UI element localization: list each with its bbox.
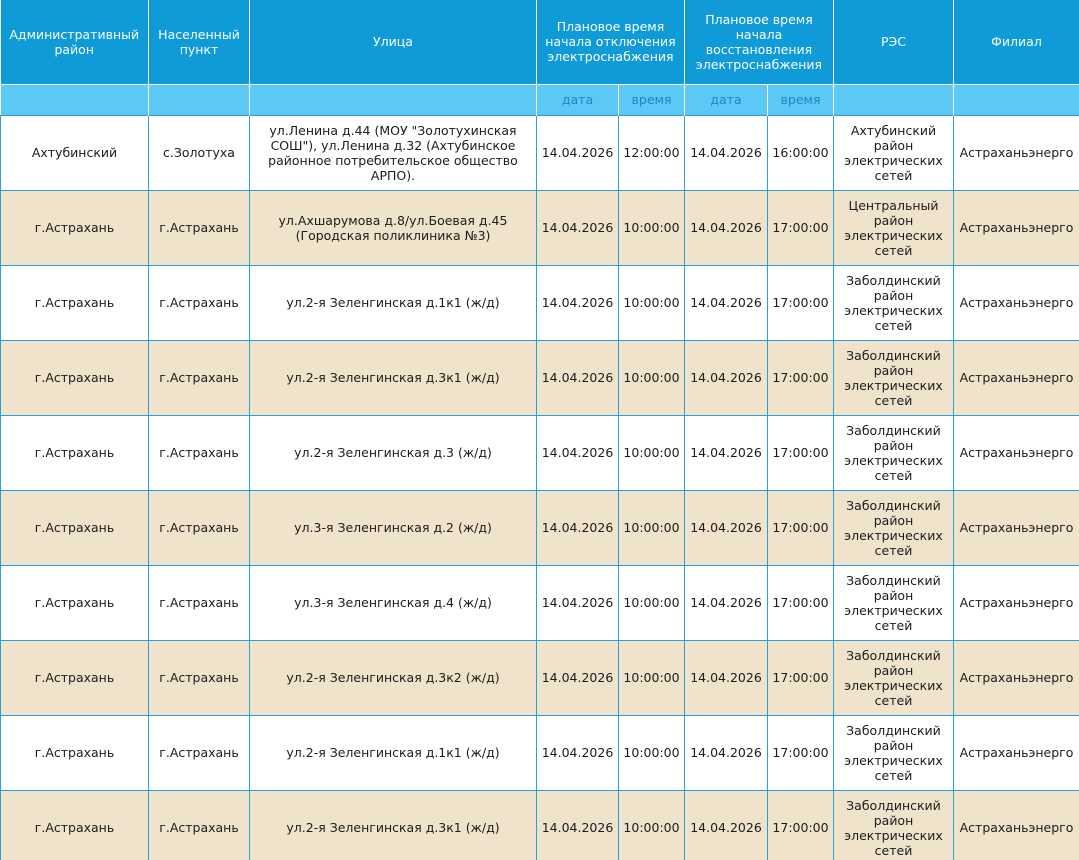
cell-res: Заболдинский район электрических сетей <box>834 790 954 860</box>
cell-on-date: 14.04.2026 <box>685 565 768 640</box>
cell-on-time: 17:00:00 <box>768 190 834 265</box>
cell-off-date: 14.04.2026 <box>537 340 619 415</box>
table-header <box>1 0 1079 115</box>
cell-on-date: 14.04.2026 <box>685 415 768 490</box>
cell-off-time: 10:00:00 <box>619 265 685 340</box>
table-row <box>1 490 1079 565</box>
cell-res: Заболдинский район электрических сетей <box>834 265 954 340</box>
cell-res: Заболдинский район электрических сетей <box>834 565 954 640</box>
cell-res: Заболдинский район электрических сетей <box>834 415 954 490</box>
cell-res: Ахтубинский район электрических сетей <box>834 115 954 190</box>
cell-settlement: г.Астрахань <box>149 490 250 565</box>
cell-on-date: 14.04.2026 <box>685 190 768 265</box>
cell-branch: Астраханьэнерго <box>954 340 1079 415</box>
table-row <box>1 115 1079 190</box>
cell-off-time: 10:00:00 <box>619 640 685 715</box>
table-row <box>1 340 1079 415</box>
cell-branch: Астраханьэнерго <box>954 115 1079 190</box>
col-settlement-header: Населенный пункт <box>149 0 250 84</box>
cell-off-time: 12:00:00 <box>619 115 685 190</box>
cell-res: Заболдинский район электрических сетей <box>834 340 954 415</box>
cell-district: г.Астрахань <box>1 490 149 565</box>
table-row <box>1 640 1079 715</box>
cell-district: Ахтубинский <box>1 115 149 190</box>
cell-on-time: 17:00:00 <box>768 265 834 340</box>
cell-street: ул.2-я Зеленгинская д.1к1 (ж/д) <box>250 715 537 790</box>
cell-settlement: г.Астрахань <box>149 415 250 490</box>
cell-off-date: 14.04.2026 <box>537 115 619 190</box>
col-res-header: РЭС <box>834 0 954 84</box>
cell-on-date: 14.04.2026 <box>685 790 768 860</box>
cell-district: г.Астрахань <box>1 640 149 715</box>
cell-branch: Астраханьэнерго <box>954 415 1079 490</box>
cell-off-date: 14.04.2026 <box>537 565 619 640</box>
col-district-header: Административный район <box>1 0 149 84</box>
cell-street: ул.Ленина д.44 (МОУ "Золотухинская СОШ"), ул.Ленина д.32 (Ахтубинское районное потребительское общество АРПО). <box>250 115 537 190</box>
cell-res: Заболдинский район электрических сетей <box>834 715 954 790</box>
cell-on-date: 14.04.2026 <box>685 115 768 190</box>
cell-off-time: 10:00:00 <box>619 565 685 640</box>
cell-off-time: 10:00:00 <box>619 715 685 790</box>
table-row <box>1 715 1079 790</box>
cell-on-date: 14.04.2026 <box>685 490 768 565</box>
cell-district: г.Астрахань <box>1 715 149 790</box>
cell-street: ул.3-я Зеленгинская д.2 (ж/д) <box>250 490 537 565</box>
table-row <box>1 565 1079 640</box>
cell-off-date: 14.04.2026 <box>537 415 619 490</box>
cell-settlement: г.Астрахань <box>149 265 250 340</box>
cell-on-date: 14.04.2026 <box>685 265 768 340</box>
cell-on-time: 17:00:00 <box>768 415 834 490</box>
subheader-blank <box>954 84 1079 115</box>
cell-off-time: 10:00:00 <box>619 415 685 490</box>
cell-street: ул.2-я Зеленгинская д.1к1 (ж/д) <box>250 265 537 340</box>
cell-off-time: 10:00:00 <box>619 190 685 265</box>
col-planned-off-header: Плановое время начала отключения электроснабжения <box>537 0 685 84</box>
cell-branch: Астраханьэнерго <box>954 565 1079 640</box>
col-street-header: Улица <box>250 0 537 84</box>
cell-district: г.Астрахань <box>1 265 149 340</box>
subheader-off-date: дата <box>537 84 619 115</box>
subheader-blank <box>1 84 149 115</box>
cell-on-date: 14.04.2026 <box>685 340 768 415</box>
subheader-blank <box>149 84 250 115</box>
cell-on-time: 16:00:00 <box>768 115 834 190</box>
cell-street: ул.2-я Зеленгинская д.3 (ж/д) <box>250 415 537 490</box>
col-planned-on-header: Плановое время начала восстановления электроснабжения <box>685 0 834 84</box>
subheader-blank <box>834 84 954 115</box>
cell-off-date: 14.04.2026 <box>537 790 619 860</box>
subheader-blank <box>250 84 537 115</box>
cell-branch: Астраханьэнерго <box>954 640 1079 715</box>
subheader-off-time: время <box>619 84 685 115</box>
cell-res: Центральный район электрических сетей <box>834 190 954 265</box>
cell-res: Заболдинский район электрических сетей <box>834 640 954 715</box>
cell-settlement: г.Астрахань <box>149 790 250 860</box>
cell-branch: Астраханьэнерго <box>954 715 1079 790</box>
cell-district: г.Астрахань <box>1 340 149 415</box>
cell-street: ул.2-я Зеленгинская д.3к1 (ж/д) <box>250 790 537 860</box>
cell-street: ул.3-я Зеленгинская д.4 (ж/д) <box>250 565 537 640</box>
cell-on-time: 17:00:00 <box>768 640 834 715</box>
cell-on-time: 17:00:00 <box>768 340 834 415</box>
cell-on-time: 17:00:00 <box>768 565 834 640</box>
cell-branch: Астраханьэнерго <box>954 490 1079 565</box>
cell-district: г.Астрахань <box>1 565 149 640</box>
cell-off-date: 14.04.2026 <box>537 190 619 265</box>
cell-settlement: г.Астрахань <box>149 565 250 640</box>
cell-settlement: с.Золотуха <box>149 115 250 190</box>
header-row <box>1 0 1079 84</box>
cell-branch: Астраханьэнерго <box>954 190 1079 265</box>
cell-street: ул.Ахшарумова д.8/ул.Боевая д.45 (Городская поликлиника №3) <box>250 190 537 265</box>
cell-off-time: 10:00:00 <box>619 790 685 860</box>
cell-off-date: 14.04.2026 <box>537 490 619 565</box>
cell-branch: Астраханьэнерго <box>954 265 1079 340</box>
col-branch-header: Филиал <box>954 0 1079 84</box>
cell-settlement: г.Астрахань <box>149 640 250 715</box>
cell-settlement: г.Астрахань <box>149 190 250 265</box>
cell-district: г.Астрахань <box>1 415 149 490</box>
table-body <box>1 115 1079 860</box>
cell-district: г.Астрахань <box>1 790 149 860</box>
cell-street: ул.2-я Зеленгинская д.3к1 (ж/д) <box>250 340 537 415</box>
cell-res: Заболдинский район электрических сетей <box>834 490 954 565</box>
cell-off-date: 14.04.2026 <box>537 640 619 715</box>
table-row <box>1 790 1079 860</box>
cell-off-time: 10:00:00 <box>619 340 685 415</box>
subheader-on-time: время <box>768 84 834 115</box>
cell-district: г.Астрахань <box>1 190 149 265</box>
cell-settlement: г.Астрахань <box>149 340 250 415</box>
header-subrow <box>1 84 1079 115</box>
cell-on-time: 17:00:00 <box>768 715 834 790</box>
cell-off-time: 10:00:00 <box>619 490 685 565</box>
cell-on-time: 17:00:00 <box>768 790 834 860</box>
table-row <box>1 415 1079 490</box>
cell-on-date: 14.04.2026 <box>685 715 768 790</box>
subheader-on-date: дата <box>685 84 768 115</box>
cell-on-date: 14.04.2026 <box>685 640 768 715</box>
cell-off-date: 14.04.2026 <box>537 265 619 340</box>
table-row <box>1 190 1079 265</box>
table-row <box>1 265 1079 340</box>
cell-branch: Астраханьэнерго <box>954 790 1079 860</box>
cell-settlement: г.Астрахань <box>149 715 250 790</box>
cell-off-date: 14.04.2026 <box>537 715 619 790</box>
cell-street: ул.2-я Зеленгинская д.3к2 (ж/д) <box>250 640 537 715</box>
cell-on-time: 17:00:00 <box>768 490 834 565</box>
